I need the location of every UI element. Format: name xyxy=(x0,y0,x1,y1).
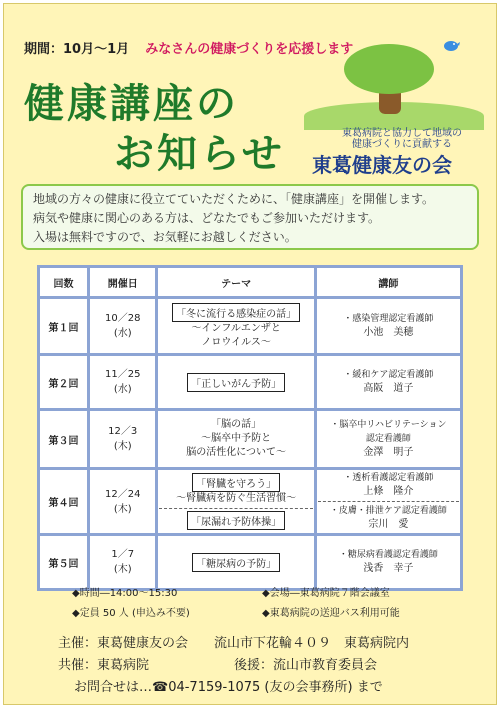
lecturer-2-title: ・皮膚・排泄ケア認定看護師 xyxy=(329,506,447,516)
intro-line-1: 地域の方々の健康に役立てていただくために、「健康講座」を開催します。 xyxy=(33,192,435,206)
lecturer-name: 高阪 道子 xyxy=(363,383,414,394)
theme-title: 「腎臓を守ろう」 xyxy=(192,473,280,492)
date: 12／3 xyxy=(108,426,138,437)
theme-cell xyxy=(158,470,313,533)
slogan-text: みなさんの健康づくりを応援します xyxy=(145,42,354,57)
theme-subtitle-1: ～インフルエンザと xyxy=(191,322,281,334)
weekday: (木) xyxy=(113,564,132,575)
lecturer-name: 金澤 明子 xyxy=(363,447,414,458)
lecturer-part-1 xyxy=(318,471,459,502)
round-cell: 第４回 xyxy=(40,470,87,533)
round-cell: 第１回 xyxy=(40,299,87,353)
lecturer-cell xyxy=(317,536,460,588)
info-time: ◆時間―14:00～15:30 xyxy=(72,588,178,599)
weekday: (水) xyxy=(113,328,132,339)
date-cell xyxy=(90,356,155,408)
info-bus: ◆東葛病院の送迎バス利用可能 xyxy=(262,608,400,619)
lecturer-title: ・緩和ケア認定看護師 xyxy=(343,370,434,380)
header-lecturer: 講師 xyxy=(317,268,460,296)
theme-title: 「冬に流行る感染症の話」 xyxy=(172,303,300,322)
table-row xyxy=(40,356,460,408)
date: 1／7 xyxy=(111,549,135,560)
title-line-1: 健康講座の xyxy=(24,81,239,127)
theme-title: 「糖尿病の予防」 xyxy=(192,553,280,572)
weekday: (木) xyxy=(113,503,132,515)
theme-part-1 xyxy=(159,473,312,509)
date: 12／24 xyxy=(105,488,141,500)
round-cell: 第３回 xyxy=(40,411,87,467)
table-row xyxy=(40,411,460,467)
theme-title: 「正しいがん予防」 xyxy=(187,373,285,392)
lecturer-cell xyxy=(317,356,460,408)
org-description-line-2: 健康づくりに貢献する xyxy=(352,139,452,150)
date-cell xyxy=(90,411,155,467)
weekday: (木) xyxy=(113,441,132,452)
lecturer-cell xyxy=(317,470,460,533)
table-row xyxy=(40,536,460,588)
tree-illustration xyxy=(344,44,434,94)
organizer-line: 主催：東葛健康友の会 流山市下花輪４０９ 東葛病院内 xyxy=(58,636,410,651)
info-venue: ◆会場―東葛病院７階会議室 xyxy=(262,588,390,599)
header-theme: テーマ xyxy=(158,268,313,296)
lecturer-cell xyxy=(317,299,460,353)
round-cell: 第２回 xyxy=(40,356,87,408)
theme-title-2: 「尿漏れ予防体操」 xyxy=(187,511,285,530)
date: 10／28 xyxy=(105,313,141,324)
header-line xyxy=(24,38,353,57)
date-cell xyxy=(90,536,155,588)
header-date: 開催日 xyxy=(90,268,155,296)
bird-icon xyxy=(442,38,460,52)
info-capacity: ◆定員 50 人 (申込み不要) xyxy=(72,608,190,619)
intro-line-2: 病気や健康に関心のある方は、どなたでもご参加いただけます。 xyxy=(33,211,381,225)
round-cell: 第５回 xyxy=(40,536,87,588)
theme-cell xyxy=(158,536,313,588)
table-header-row xyxy=(40,268,460,296)
lecturer-2-name: 宗川 愛 xyxy=(368,519,409,530)
lecturer-title: ・脳卒中リハビリテーション xyxy=(330,420,447,430)
org-name: 東葛健康友の会 xyxy=(312,153,452,177)
theme-subtitle-1: ～腎臓病を防ぐ生活習慣～ xyxy=(176,493,297,504)
date-cell xyxy=(90,299,155,353)
org-description xyxy=(316,128,488,150)
title-line-2: お知らせ xyxy=(114,131,285,177)
theme-title: 「脳の話」 xyxy=(211,419,262,430)
header-round: 回数 xyxy=(40,268,87,296)
theme-subtitle-2: 脳の活性化について～ xyxy=(186,447,287,458)
lecturer-name: 小池 美穂 xyxy=(363,327,414,338)
intro-line-3: 入場は無料ですので、お気軽にお越しください。 xyxy=(33,230,297,244)
lecturer-name: 浅香 幸子 xyxy=(363,563,414,574)
contact-line: お問合せは…☎04-7159-1075 (友の会事務所) まで xyxy=(74,680,383,695)
lecturer-title: ・感染管理認定看護師 xyxy=(343,314,434,324)
lecturer-name: 上條 隆介 xyxy=(363,486,414,497)
table-row xyxy=(40,470,460,533)
lecturer-title: ・透析看護認定看護師 xyxy=(343,473,434,483)
support-line: 後援：流山市教育委員会 xyxy=(234,658,378,673)
lecturer-cell xyxy=(317,411,460,467)
intro-box xyxy=(21,184,479,250)
theme-cell xyxy=(158,299,313,353)
theme-cell xyxy=(158,411,313,467)
org-description-line-1: 東葛病院と協力して地域の xyxy=(342,128,462,139)
theme-cell xyxy=(158,356,313,408)
flyer-page xyxy=(3,3,497,705)
lecturer-title: ・糖尿病看護認定看護師 xyxy=(338,550,438,560)
lecturer-title-2: 認定看護師 xyxy=(365,434,411,444)
schedule-table xyxy=(37,265,463,591)
cohost-line: 共催：東葛病院 xyxy=(58,658,150,673)
period-text: 期間：10月～1月 xyxy=(24,42,130,57)
theme-subtitle-2: ノロウイルス～ xyxy=(201,336,271,348)
date-cell xyxy=(90,470,155,533)
table-row xyxy=(40,299,460,353)
date: 11／25 xyxy=(105,369,141,380)
weekday: (水) xyxy=(113,384,132,395)
theme-subtitle-1: ～脳卒中予防と xyxy=(201,433,272,444)
